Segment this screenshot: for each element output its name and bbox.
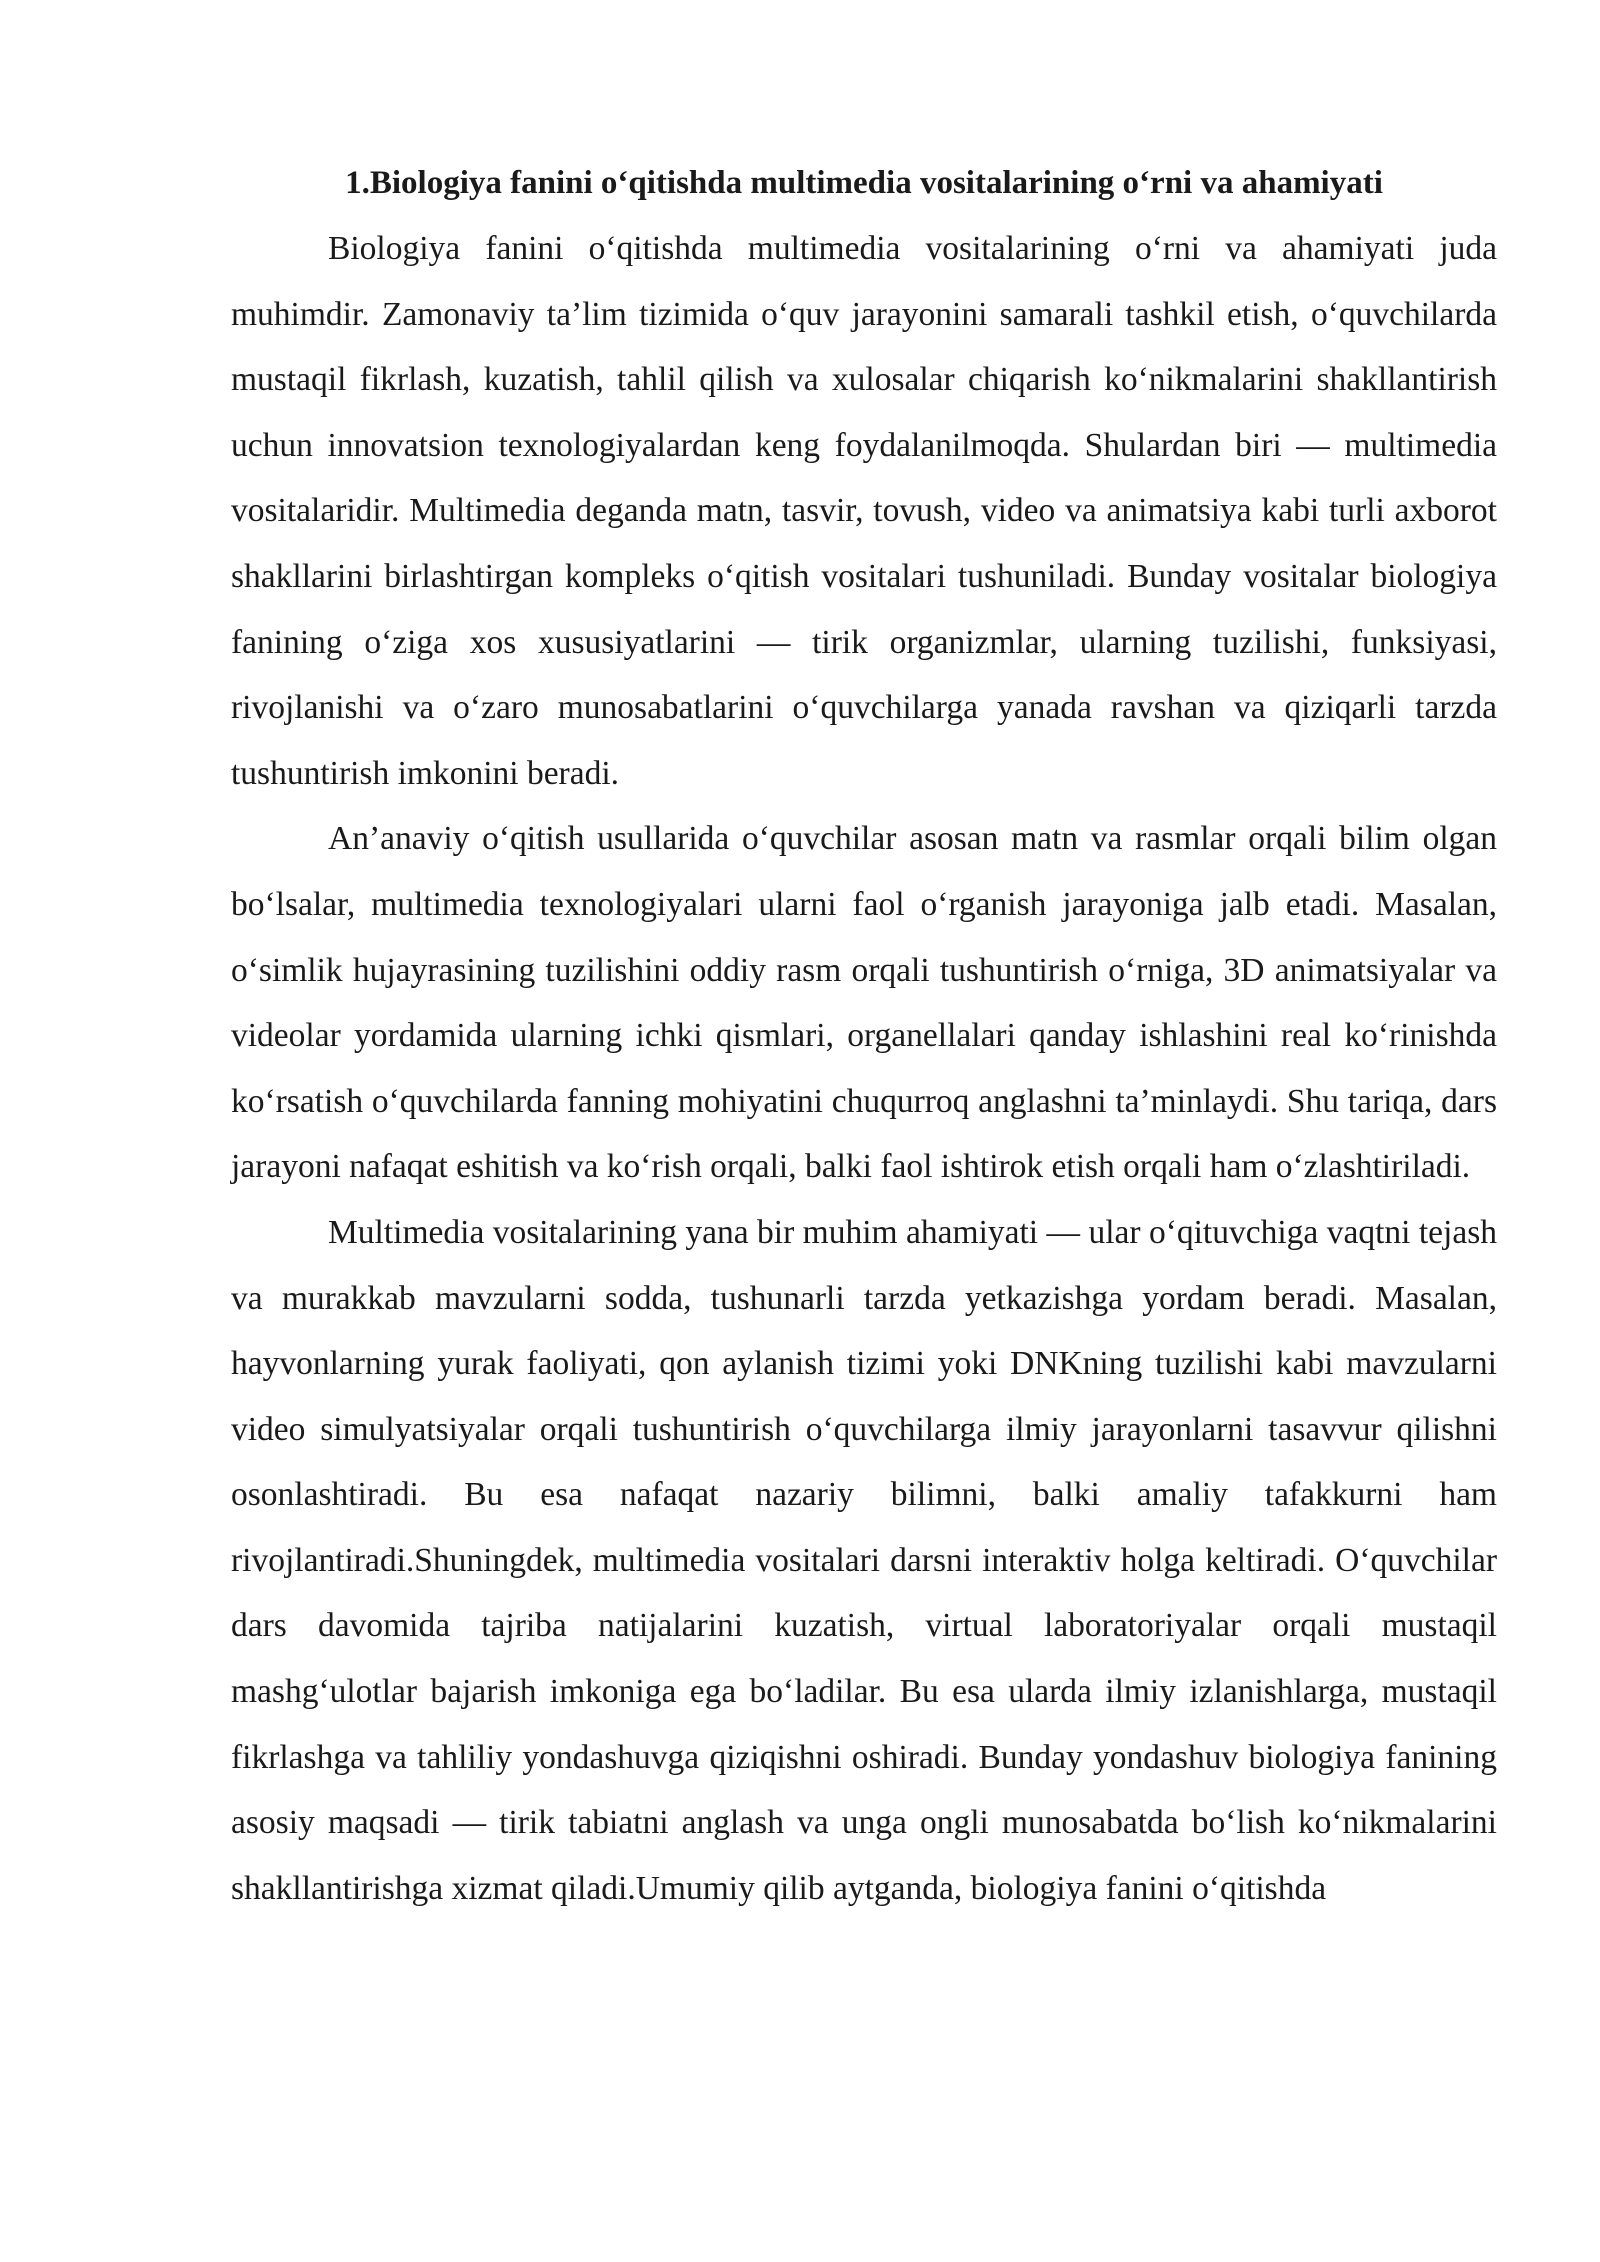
paragraph-importance: Multimedia vositalarining yana bir muhim ahamiyati — ular o‘qituvchiga vaqtni tejash va murakkab mavzularni sodda, tushunarli tarzda yetkazishga yordam beradi. Masalan, hayvonlarning yurak faoliyati, qon aylanish tizimi yoki DNKning tuzilishi kabi mavzularni video simulyatsiyalar orqali tushuntirish o‘quvchilarga ilmiy jarayonlarni tasavvur qilishni osonlashtiradi. Bu esa nafaqat nazariy bilimni, balki amaliy tafakkurni ham rivojlantiradi.Shuningdek, multimedia vositalari darsni interaktiv holga keltiradi. O‘quvchilar dars davomida tajriba natijalarini kuzatish, virtual laboratoriyalar orqali mustaqil mashg‘ulotlar bajarish imkoniga ega bo‘ladilar. Bu esa ularda ilmiy izlanishlarga, mustaqil fikrlashga va tahliliy yondashuvga qiziqishni oshiradi. Bunday yondashuv biologiya fanining asosiy maqsadi — tirik tabiatni anglash va unga ongli munosabatda bo‘lish ko‘nikmalarini shakllantirishga xizmat qiladi.Umumiy qilib aytganda, biologiya fanini o‘qitishda (231, 1213, 1497, 1907)
paragraph-intro: Biologiya fanini o‘qitishda multimedia vositalarining o‘rni va ahamiyati juda muhimdir. Zamonaviy ta’lim tizimida o‘quv jarayonini samarali tashkil etish, o‘quvchilarda mustaqil fikrlash, kuzatish, tahlil qilish va xulosalar chiqarish ko‘nikmalarini shakllantirish uchun innovatsion texnologiyalardan keng foydalanilmoqda. Shulardan biri — multimedia vositalaridir. Multimedia deganda matn, tasvir, tovush, video va animatsiya kabi turli axborot shakllarini birlashtirgan kompleks o‘qitish vositalari tushuniladi. Bunday vositalar biologiya fanining o‘ziga xos xususiyatlarini — tirik organizmlar, ularning tuzilishi, funksiyasi, rivojlanishi va o‘zaro munosabatlarini o‘quvchilarga yanada ravshan va qiziqarli tarzda tushuntirish imkonini beradi. (231, 230, 1497, 792)
paragraph-traditional-methods: An’anaviy o‘qitish usullarida o‘quvchilar asosan matn va rasmlar orqali bilim olgan bo‘lsalar, multimedia texnologiyalari ularni faol o‘rganish jarayoniga jalb etadi. Masalan, o‘simlik hujayrasining tuzilishini oddiy rasm orqali tushuntirish o‘rniga, 3D animatsiyalar va videolar yordamida ularning ichki qismlari, organellalari qanday ishlashini real ko‘rinishda ko‘rsatish o‘quvchilarda fanning mohiyatini chuqurroq anglashni ta’minlaydi. Shu tariqa, dars jarayoni nafaqat eshitish va ko‘rish orqali, balki faol ishtirok etish orqali ham o‘zlashtiriladi. (231, 820, 1497, 1186)
page-content (231, 150, 1497, 1921)
document-heading: 1.Biologiya fanini o‘qitishda multimedia vositalarining o‘rni va ahamiyati (345, 165, 1383, 201)
